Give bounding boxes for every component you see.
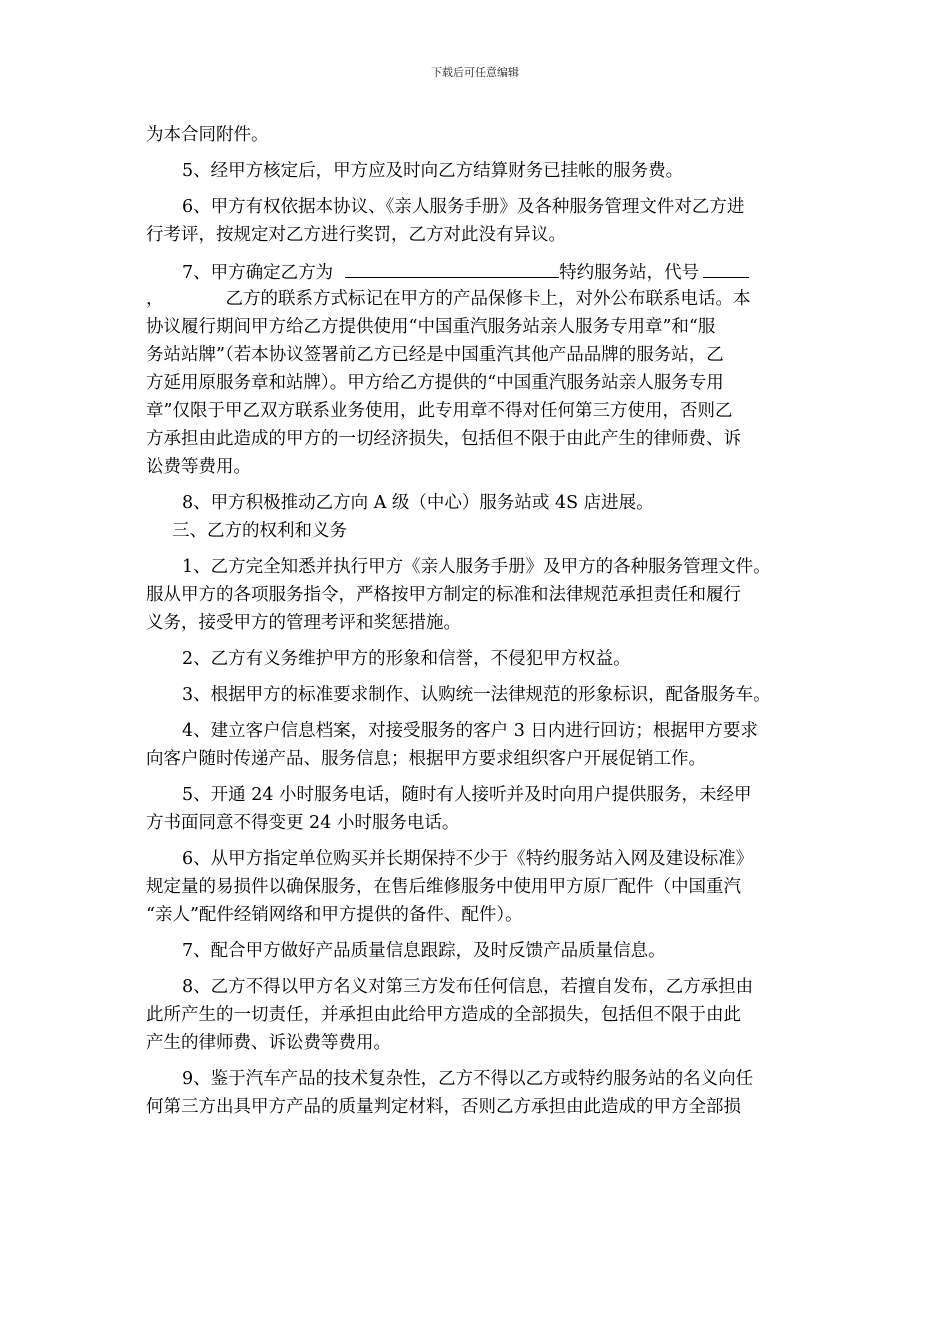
contract-body bbox=[146, 121, 816, 1121]
station-name-blank bbox=[345, 257, 559, 278]
section-heading: 三、乙方的权利和义务 bbox=[172, 521, 347, 541]
paragraph-line: 2、乙方有义务维护甲方的形象和信誉，不侵犯甲方权益。 bbox=[182, 649, 631, 669]
paragraph-line: “亲人”配件经销网络和甲方提供的备件、配件）。 bbox=[146, 905, 523, 925]
paragraph-line: 讼费等费用。 bbox=[146, 457, 251, 477]
paragraph-line: 此所产生的一切责任，并承担由此给甲方造成的全部损失，包括但不限于由此 bbox=[146, 1005, 741, 1025]
paragraph-line: 8、甲方积极推动乙方向 A 级（中心）服务站或 4S 店进展。 bbox=[182, 493, 654, 513]
paragraph-line: 5、经甲方核定后，甲方应及时向乙方结算财务已挂帐的服务费。 bbox=[182, 161, 684, 181]
paragraph-line: 8、乙方不得以甲方名义对第三方发布任何信息，若擅自发布，乙方承担由 bbox=[182, 977, 754, 997]
paragraph-line: 7、配合甲方做好产品质量信息跟踪，及时反馈产品质量信息。 bbox=[182, 941, 666, 961]
paragraph-line bbox=[146, 285, 816, 313]
paragraph-line: 方延用原服务章和站牌）。甲方给乙方提供的“中国重汽服务站亲人服务专用 bbox=[146, 373, 724, 393]
paragraph-line: 义务，接受甲方的管理考评和奖惩措施。 bbox=[146, 613, 461, 633]
paragraph-line: 章”仅限于甲乙双方联系业务使用，此专用章不得对任何第三方使用，否则乙 bbox=[146, 401, 733, 421]
paragraph-line: 方承担由此造成的甲方的一切经济损失，包括但不限于由此产生的律师费、诉 bbox=[146, 429, 741, 449]
page-header: 下载后可任意编辑 bbox=[431, 66, 519, 79]
paragraph-line: 行考评，按规定对乙方进行奖罚，乙方对此没有异议。 bbox=[146, 225, 566, 245]
paragraph-line: 为本合同附件。 bbox=[146, 125, 269, 145]
paragraph-line: 方书面同意不得变更 24 小时服务电话。 bbox=[146, 813, 460, 833]
paragraph-line: 6、从甲方指定单位购买并长期保持不少于《特约服务站入网及建设标准》 bbox=[182, 849, 754, 869]
paragraph-line: 产生的律师费、诉讼费等费用。 bbox=[146, 1033, 391, 1053]
paragraph-line: 9、鉴于汽车产品的技术复杂性，乙方不得以乙方或特约服务站的名义向任 bbox=[182, 1069, 754, 1089]
paragraph-line: 规定量的易损件以确保服务，在售后维修服务中使用甲方原厂配件（中国重汽 bbox=[146, 877, 741, 897]
paragraph-line: 3、根据甲方的标准要求制作、认购统一法律规范的形象标识，配备服务车。 bbox=[182, 685, 771, 705]
paragraph-line: 服从甲方的各项服务指令，严格按甲方制定的标准和法律规范承担责任和履行 bbox=[146, 585, 741, 605]
station-code-blank bbox=[703, 257, 749, 278]
comma-mark: ， bbox=[146, 289, 164, 309]
contact-text: 乙方的联系方式标记在甲方的产品保修卡上，对外公布联系电话。本 bbox=[225, 289, 751, 309]
paragraph-line: 1、乙方完全知悉并执行甲方《亲人服务手册》及甲方的各种服务管理文件。 bbox=[182, 557, 771, 577]
paragraph-line: 6、甲方有权依据本协议、《亲人服务手册》及各种服务管理文件对乙方进 bbox=[182, 197, 745, 217]
paragraph-line: 协议履行期间甲方给乙方提供使用“中国重汽服务站亲人服务专用章”和“服 bbox=[146, 317, 716, 337]
paragraph-line-with-blanks bbox=[146, 257, 816, 285]
clause-7-lead: 7、甲方确定乙方为 bbox=[182, 263, 334, 283]
paragraph-line: 向客户随时传递产品、服务信息；根据甲方要求组织客户开展促销工作。 bbox=[146, 749, 706, 769]
paragraph-line: 4、建立客户信息档案，对接受服务的客户 3 日内进行回访；根据甲方要求 bbox=[182, 721, 758, 741]
paragraph-line: 何第三方出具甲方产品的质量判定材料，否则乙方承担由此造成的甲方全部损 bbox=[146, 1097, 741, 1117]
paragraph-line: 务站站牌”（若本协议签署前乙方已经是中国重汽其他产品品牌的服务站，乙 bbox=[146, 345, 724, 365]
clause-7-station: 特约服务站，代号 bbox=[559, 263, 700, 283]
paragraph-line: 5、开通 24 小时服务电话，随时有人接听并及时向用户提供服务，未经甲 bbox=[182, 785, 752, 805]
